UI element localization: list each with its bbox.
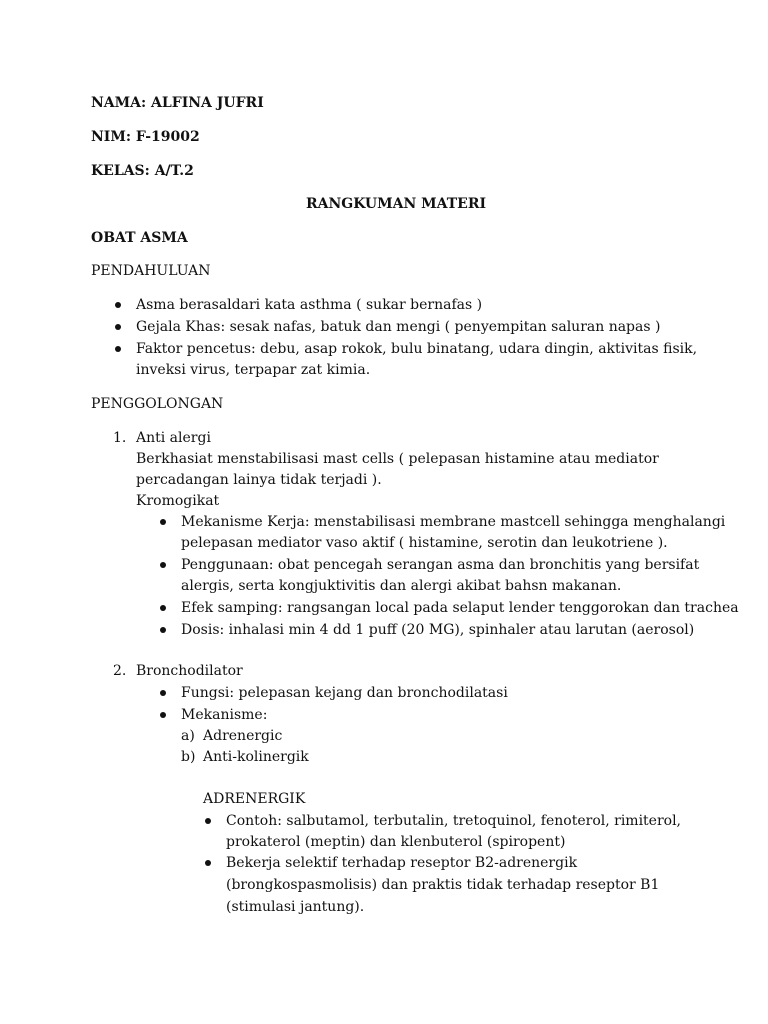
item-title-anti-alergi: Anti alergi	[136, 430, 211, 446]
bullet-icon	[115, 324, 121, 330]
sub-list-label: b)	[181, 749, 196, 765]
bullet-icon	[205, 860, 211, 866]
document-title: RANGKUMAN MATERI	[306, 196, 487, 212]
list-item: Dosis: inhalasi min 4 dd 1 puff (20 MG), spinhaler atau larutan (aerosol)	[181, 622, 695, 638]
topic-heading: OBAT ASMA	[91, 230, 188, 246]
section-heading-pendahuluan: PENDAHULUAN	[91, 263, 211, 279]
list-item: Fungsi: pelepasan kejang dan bronchodilatasi	[181, 685, 508, 701]
bullet-icon	[115, 302, 121, 308]
student-name: NAMA: ALFINA JUFRI	[91, 95, 264, 111]
list-item: Mekanisme Kerja: menstabilisasi membrane mastcell sehingga menghalangi	[181, 514, 726, 530]
list-item: Mekanisme:	[181, 707, 268, 723]
bullet-icon	[160, 605, 166, 611]
list-item-continuation: (brongkospasmolisis) dan praktis tidak terhadap reseptor B1	[226, 877, 660, 893]
student-nim: NIM: F-19002	[91, 129, 200, 145]
section-heading-adrenergik: ADRENERGIK	[203, 791, 306, 807]
list-item: Bekerja selektif terhadap reseptor B2-adrenergik	[226, 855, 578, 871]
sub-list-label: a)	[181, 728, 195, 744]
sub-list-item: Anti-kolinergik	[203, 749, 309, 765]
section-heading-penggolongan: PENGGOLONGAN	[91, 396, 224, 412]
item-title-bronchodilator: Bronchodilator	[136, 663, 243, 679]
bullet-icon	[160, 627, 166, 633]
list-item: Penggunaan: obat pencegah serangan asma dan bronchitis yang bersifat	[181, 557, 700, 573]
list-number: 1.	[113, 430, 127, 446]
bullet-icon	[160, 562, 166, 568]
bullet-icon	[160, 712, 166, 718]
list-item-continuation: (stimulasi jantung).	[226, 899, 365, 915]
student-class: KELAS: A/T.2	[91, 163, 194, 179]
list-item: Asma berasaldari kata asthma ( sukar bernafas )	[136, 297, 483, 313]
list-item: Faktor pencetus: debu, asap rokok, bulu binatang, udara dingin, aktivitas fisik,	[136, 341, 698, 357]
item-subtitle: Kromogikat	[136, 493, 220, 509]
bullet-icon	[160, 519, 166, 525]
list-item-continuation: inveksi virus, terpapar zat kimia.	[136, 362, 371, 378]
sub-list-item: Adrenergic	[203, 728, 283, 744]
list-number: 2.	[113, 663, 127, 679]
item-description: Berkhasiat menstabilisasi mast cells ( pelepasan histamine atau mediator	[136, 451, 659, 467]
list-item: Gejala Khas: sesak nafas, batuk dan mengi ( penyempitan saluran napas )	[136, 319, 661, 335]
list-item-continuation: alergis, serta kongjuktivitis dan alergi akibat bahsn makanan.	[181, 578, 622, 594]
item-description: percadangan lainya tidak terjadi ).	[136, 472, 382, 488]
list-item: Efek samping: rangsangan local pada selaput lender tenggorokan dan trachea	[181, 600, 739, 616]
bullet-icon	[160, 690, 166, 696]
bullet-icon	[205, 818, 211, 824]
bullet-icon	[115, 346, 121, 352]
list-item-continuation: pelepasan mediator vaso aktif ( histamine, serotin dan leukotriene ).	[181, 535, 668, 551]
list-item: Contoh: salbutamol, terbutalin, tretoquinol, fenoterol, rimiterol,	[226, 813, 682, 829]
list-item-continuation: prokaterol (meptin) dan klenbuterol (spiropent)	[226, 834, 566, 850]
